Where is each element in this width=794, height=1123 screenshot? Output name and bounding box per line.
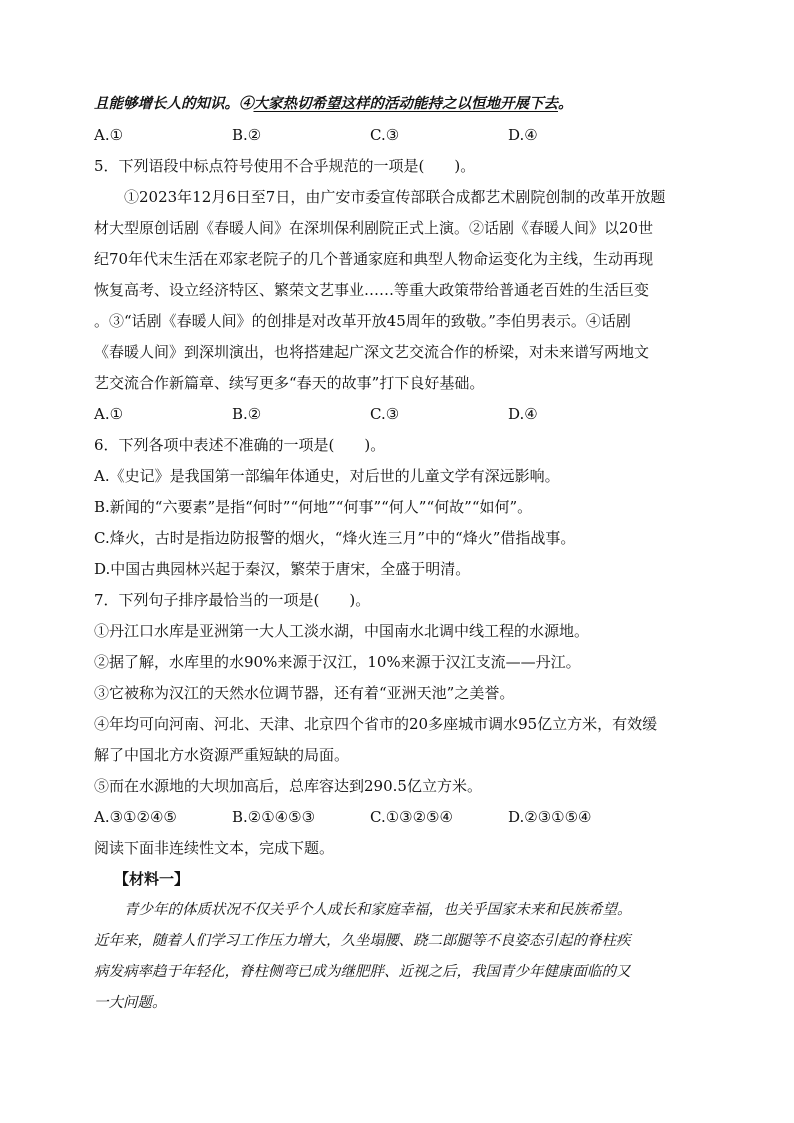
q4-option-a[interactable]: A.① [94, 126, 124, 144]
q7-sentence: ②据了解，水库里的水90%来源于汉江，10%来源于汉江支流——丹江。 [94, 653, 581, 671]
q4-option-c[interactable]: C.③ [370, 126, 400, 144]
material-line: 近年来，随着人们学习工作压力增大，久坐塌腰、跷二郎腿等不良姿态引起的脊柱疾 [94, 933, 631, 949]
q7-options [94, 802, 714, 833]
q5-passage-line: 纪70年代末生活在邓家老院子的几个普通家庭和典型人物命运变化为主线，生动再现 [94, 250, 654, 268]
q7-sentence: ③它被称为汉江的天然水位调节器，还有着“亚洲天池”之美誉。 [94, 684, 515, 702]
q5-stem: 5．下列语段中标点符号使用不合乎规范的一项是( )。 [94, 157, 476, 175]
exam-page [94, 88, 714, 1019]
reading-intro: 阅读下面非连续性文本，完成下题。 [94, 839, 335, 857]
q5-passage-line: 材大型原创话剧《春暖人间》在深圳保利剧院正式上演。②话剧《春暖人间》以20世 [94, 219, 654, 237]
q7-option-c[interactable]: C.①③②⑤④ [370, 808, 453, 826]
q7-sentence: ①丹江口水库是亚洲第一大人工淡水湖，中国南水北调中线工程的水源地。 [94, 622, 590, 640]
q4-text-before: 且能够增长人的知识。④ [94, 95, 254, 112]
q7-option-a[interactable]: A.③①②④⑤ [94, 808, 177, 826]
material-line: 青少年的体质状况不仅关乎个人成长和家庭幸福，也关乎国家未来和民族希望。 [124, 902, 632, 918]
q4-tail-line [94, 88, 714, 120]
q5-passage-line: 《春暖人间》到深圳演出，也将搭建起广深文艺交流合作的桥梁，对未来谱写两地文 [94, 343, 650, 361]
q4-option-d[interactable]: D.④ [508, 126, 538, 144]
q6-choice-b[interactable]: B.新闻的“六要素”是指“何时”“何地”“何事”“何人”“何故”“如何”。 [94, 498, 533, 516]
material-line: 一大问题。 [94, 995, 167, 1011]
material-one-title: 【材料一】 [114, 870, 190, 888]
q6-stem: 6．下列各项中表述不准确的一项是( )。 [94, 436, 386, 454]
q5-options [94, 399, 714, 430]
q6-choice-a[interactable]: A.《史记》是我国第一部编年体通史，对后世的儿童文学有深远影响。 [94, 467, 560, 485]
q5-passage-line: 艺交流合作新篇章、续写更多“春天的故事”打下良好基础。 [94, 374, 485, 392]
q4-option-b[interactable]: B.② [232, 126, 262, 144]
q5-passage-line: 。③“话剧《春暖人间》的创排是对改革开放45周年的致敬。”李伯男表示。④话剧 [94, 312, 631, 330]
q5-passage-line: 恢复高考、设立经济特区、繁荣文艺事业……等重大政策带给普通老百姓的生活巨变 [94, 281, 650, 299]
q7-sentence: ④年均可向河南、河北、天津、北京四个省市的20多座城市调水95亿立方米，有效缓 [94, 715, 658, 733]
q4-text-after: 。 [558, 95, 573, 112]
q5-passage-line: ①2023年12月6日至7日，由广安市委宣传部联合成都艺术剧院创制的改革开放题 [124, 188, 666, 206]
material-line: 病发病率趋于年轻化，脊柱侧弯已成为继肥胖、近视之后，我国青少年健康面临的又 [94, 964, 631, 980]
q6-choice-d[interactable]: D.中国古典园林兴起于秦汉，繁荣于唐宋，全盛于明清。 [94, 560, 471, 578]
q5-option-a[interactable]: A.① [94, 405, 124, 423]
q4-options [94, 120, 714, 151]
q5-option-d[interactable]: D.④ [508, 405, 538, 423]
q4-underlined-sentence: 大家热切希望这样的活动能持之以恒地开展下去 [253, 95, 558, 112]
q7-option-d[interactable]: D.②③①⑤④ [508, 808, 592, 826]
q6-choice-c[interactable]: C.烽火，古时是指边防报警的烟火，“烽火连三月”中的“烽火”借指战事。 [94, 529, 576, 547]
q5-option-c[interactable]: C.③ [370, 405, 400, 423]
q5-option-b[interactable]: B.② [232, 405, 262, 423]
q7-stem: 7．下列句子排序最恰当的一项是( )。 [94, 591, 371, 609]
q7-option-b[interactable]: B.②①④⑤③ [232, 808, 316, 826]
q7-sentence: 解了中国北方水资源严重短缺的局面。 [94, 746, 350, 764]
q7-sentence: ⑤而在水源地的大坝加高后，总库容达到290.5亿立方米。 [94, 777, 482, 795]
